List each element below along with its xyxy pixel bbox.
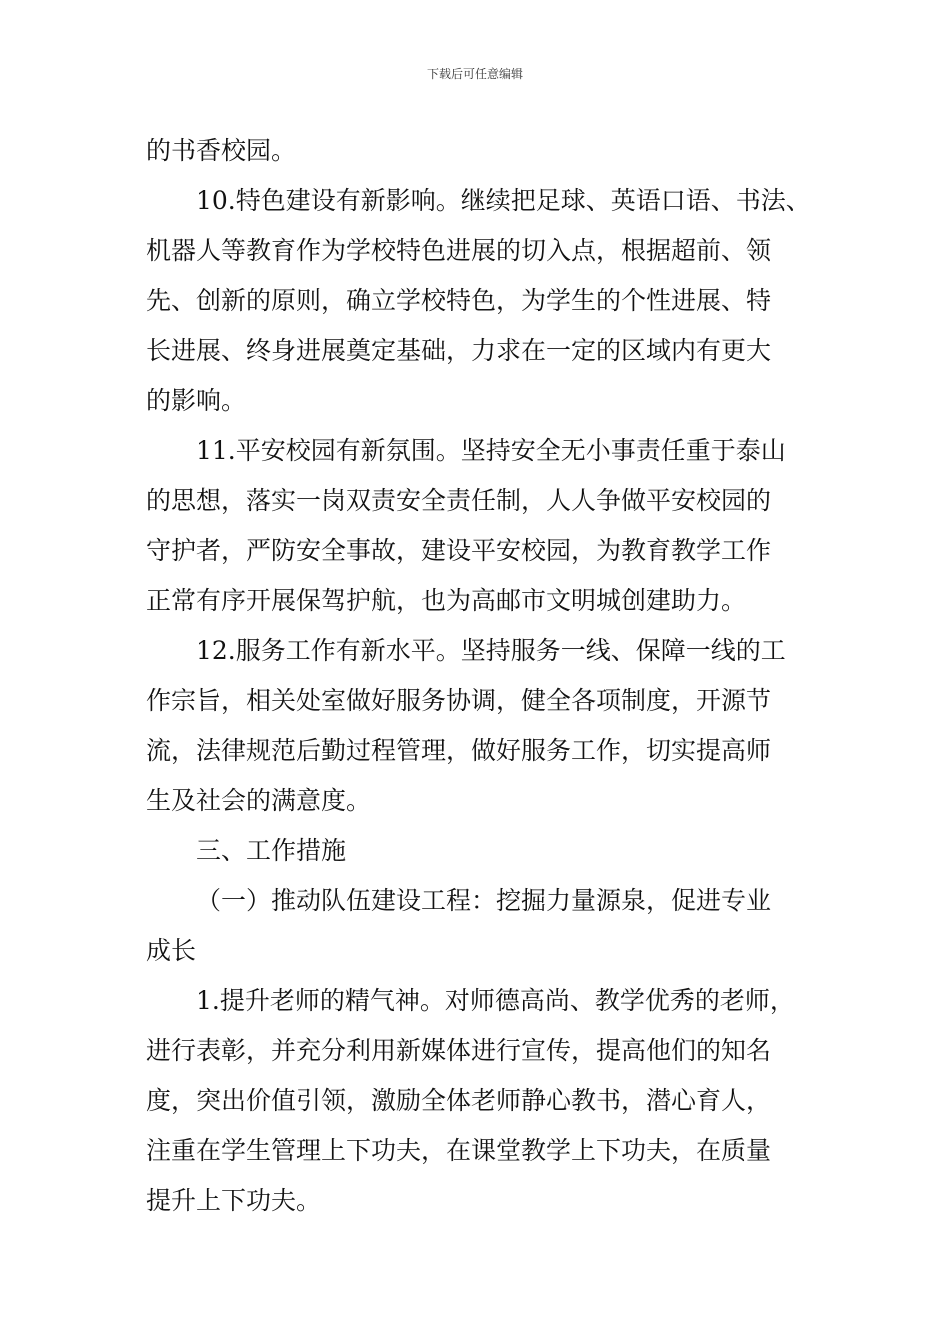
text-line: 生及社会的满意度。 (146, 786, 372, 815)
text-line: 11.平安校园有新氛围。坚持安全无小事责任重于泰山 (196, 436, 786, 465)
text-line: 的影响。 (146, 386, 247, 415)
text-line: 作宗旨，相关处室做好服务协调，健全各项制度，开源节 (146, 686, 772, 715)
text-line: 10.特色建设有新影响。继续把足球、英语口语、书法、 (196, 186, 811, 215)
text-line: 成长 (146, 936, 197, 965)
text-line: 流，法律规范后勤过程管理，做好服务工作，切实提高师 (146, 736, 772, 765)
text-line: 提升上下功夫。 (146, 1186, 322, 1215)
text-line: 的书香校园。 (146, 136, 297, 165)
text-line: 机器人等教育作为学校特色进展的切入点，根据超前、领 (146, 236, 772, 265)
page-header: 下载后可任意编辑 (426, 67, 523, 81)
text-line: 度，突出价值引领，激励全体老师静心教书，潜心育人， (146, 1086, 772, 1115)
text-line: 进行表彰，并充分利用新媒体进行宣传，提高他们的知名 (146, 1036, 772, 1065)
document-body (146, 126, 826, 1226)
text-line: 三、工作措施 (196, 836, 347, 865)
text-line: 12.服务工作有新水平。坚持服务一线、保障一线的工 (196, 636, 786, 665)
text-line: 守护者，严防安全事故，建设平安校园，为教育教学工作 (146, 536, 772, 565)
text-line: 正常有序开展保驾护航，也为高邮市文明城创建助力。 (146, 586, 747, 615)
text-line: 先、创新的原则，确立学校特色，为学生的个性进展、特 (146, 286, 772, 315)
text-line: 注重在学生管理上下功夫，在课堂教学上下功夫，在质量 (146, 1136, 772, 1165)
text-line: 长进展、终身进展奠定基础，力求在一定的区域内有更大 (146, 336, 772, 365)
text-line: 的思想，落实一岗双责安全责任制，人人争做平安校园的 (146, 486, 772, 515)
text-line: 1.提升老师的精气神。对师德高尚、教学优秀的老师， (196, 986, 795, 1015)
text-line: （一）推动队伍建设工程：挖掘力量源泉，促进专业 (196, 886, 772, 915)
